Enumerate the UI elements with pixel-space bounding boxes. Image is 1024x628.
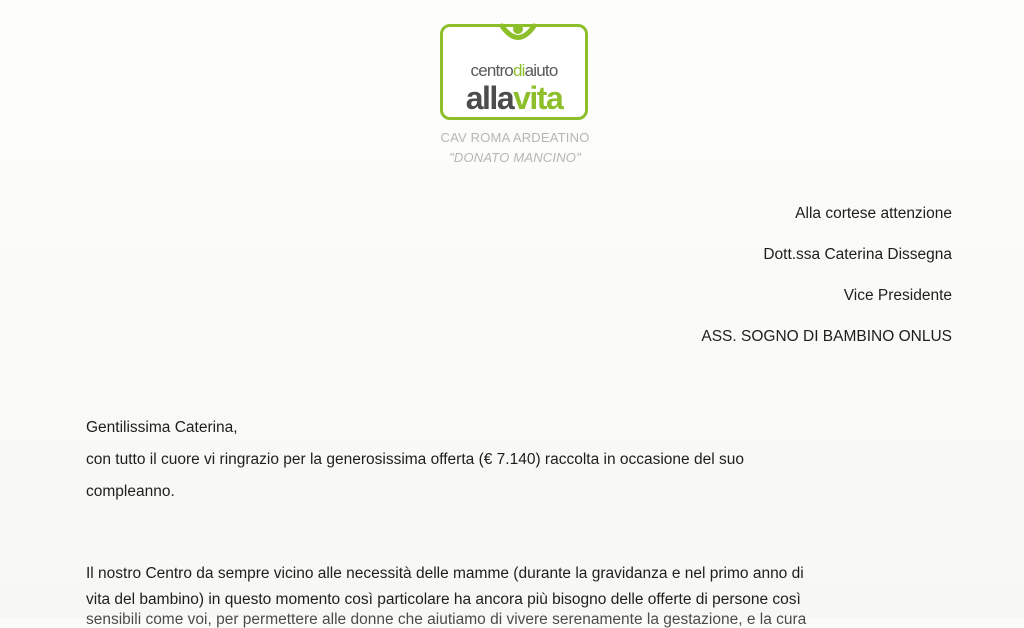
letter-greeting: Gentilissima Caterina, — [86, 419, 238, 436]
person-figure-icon — [500, 23, 536, 49]
paragraph-2-line-3: sensibili come voi, per permettere alle donne che aiutiamo di vivere serenamente la gestazione, e la cura — [86, 611, 807, 628]
logo-subtitle-cav: CAV ROMA ARDEATINO — [440, 130, 590, 145]
paragraph-2-line-2: vita del bambino) in questo momento così particolare ha ancora più bisogno delle offerte di persone così — [86, 591, 801, 608]
logo-subtitle-name: "DONATO MANCINO" — [449, 150, 581, 165]
logo-text-alla-vita: allavita — [465, 80, 563, 116]
paragraph-1-line-2: compleanno. — [86, 483, 175, 500]
recipient-attention: Alla cortese attenzione — [795, 205, 952, 222]
recipient-role: Vice Presidente — [843, 287, 952, 304]
logo-text-centro-di-aiuto: centrodiaiuto — [470, 61, 558, 80]
centro-aiuto-vita-logo — [440, 24, 588, 120]
recipient-name: Dott.ssa Caterina Dissegna — [763, 246, 952, 263]
paragraph-2-line-1: Il nostro Centro da sempre vicino alle necessità delle mamme (durante la gravidanza e nel primo anno di — [86, 565, 804, 582]
paragraph-1-line-1: con tutto il cuore vi ringrazio per la generosissima offerta (€ 7.140) raccolta in occasione del suo — [86, 451, 744, 468]
recipient-organization: ASS. SOGNO DI BAMBINO ONLUS — [701, 328, 952, 345]
